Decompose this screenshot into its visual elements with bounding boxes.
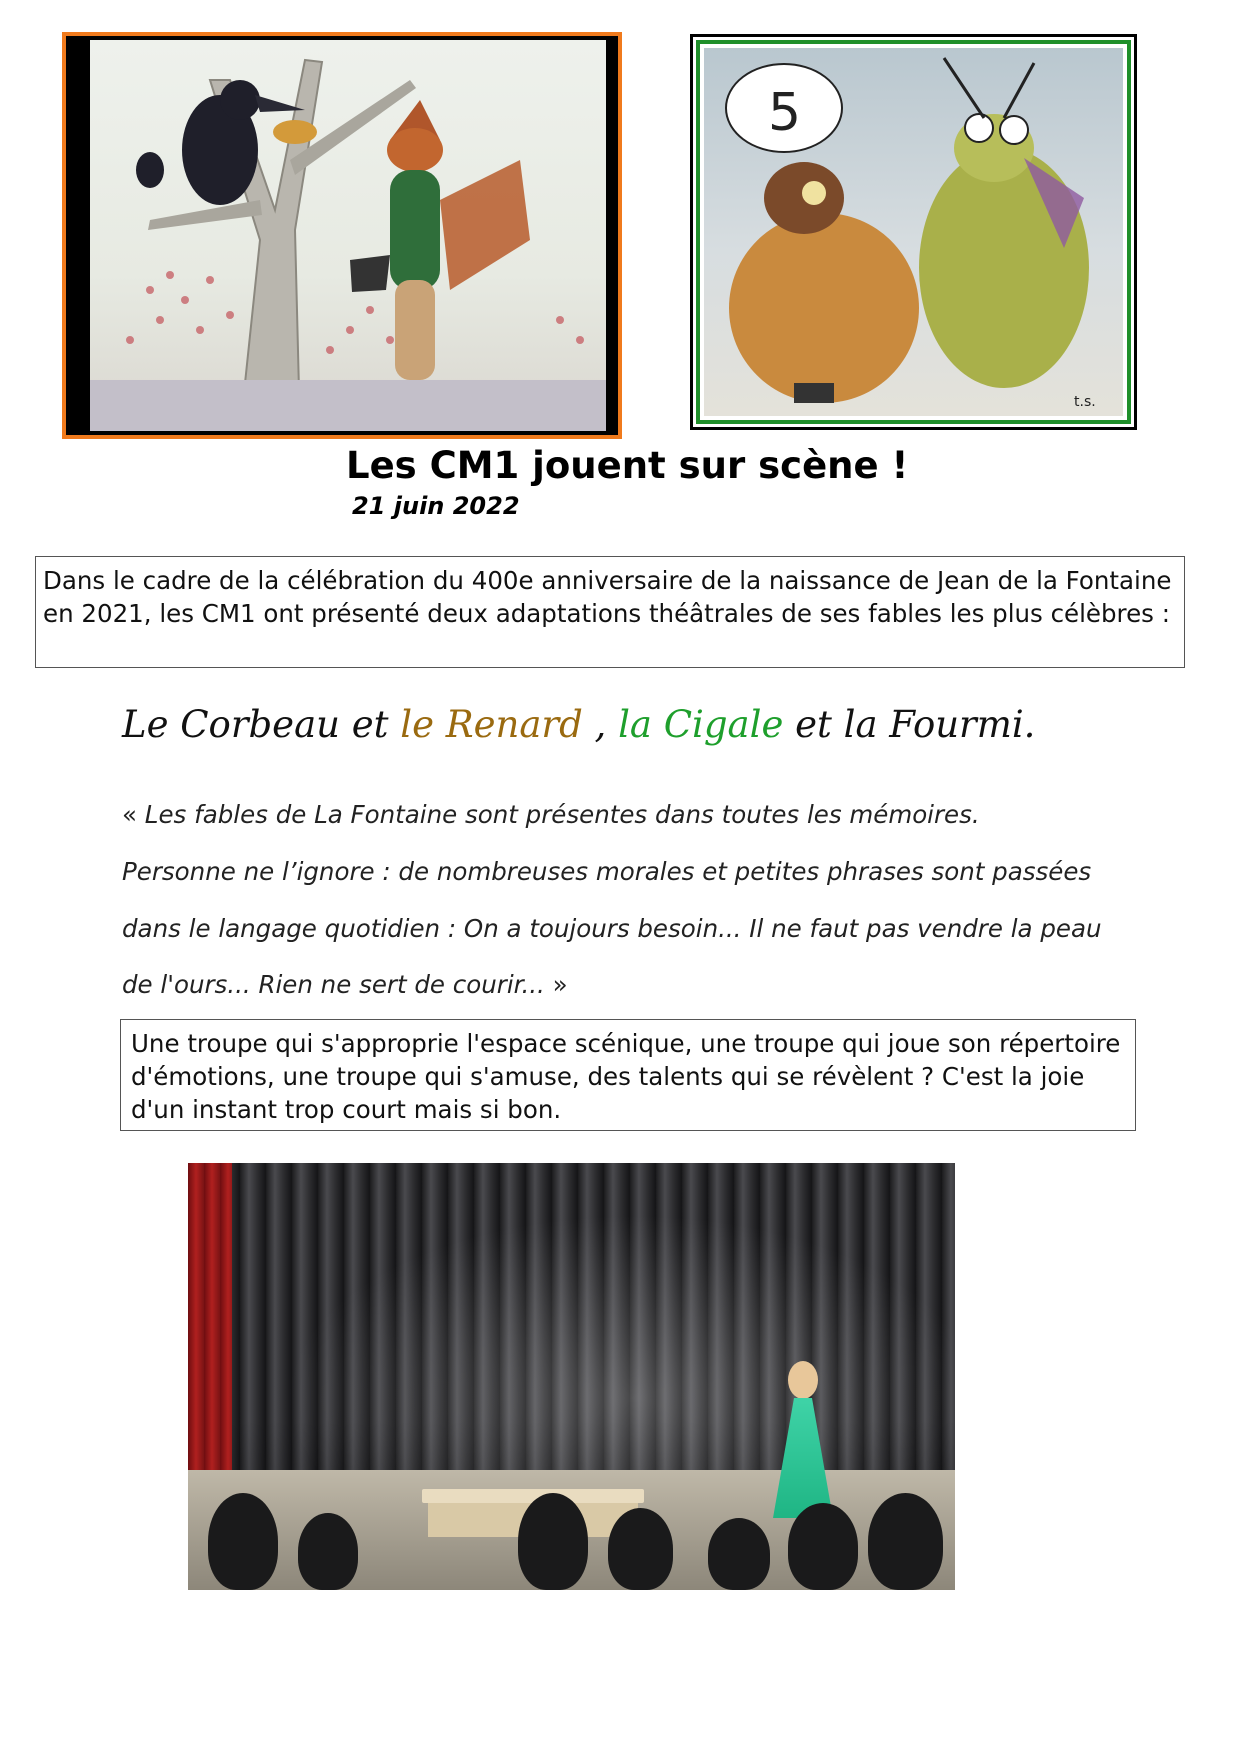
quote-close-mark: » [552,970,568,999]
illustration-cigale-fourmi-picture [704,48,1123,416]
page-date: 21 juin 2022 [352,492,520,520]
fable-part-cigale: la Cigale [618,703,784,746]
audience-head [298,1513,358,1590]
fable-part-renard: le Renard [400,703,583,746]
actor-head [788,1361,818,1399]
quote-open-mark: « [122,800,137,829]
page-title: Les CM1 jouent sur scène ! [346,444,909,487]
audience-head [868,1493,943,1590]
fable-part-separator: , [582,703,619,746]
quote-line-2 [122,857,1142,886]
quote-line-1-text: Les fables de La Fontaine sont présentes dans toutes les mémoires. [144,800,980,829]
quote-line-2-text: Personne ne l’ignore : de nombreuses morales et petites phrases sont passées [122,857,1092,886]
troupe-box [120,1019,1136,1131]
corbeau-renard-drawing [90,40,606,431]
illustration-corbeau-renard-picture [90,40,606,431]
audience-head [208,1493,278,1590]
audience-head [788,1503,858,1590]
illustration-signature: t.s. [1074,394,1096,410]
bubble-digit: 5 [768,83,802,143]
stage-photo [188,1163,955,1590]
intro-text: Dans le cadre de la célébration du 400e anniversaire de la naissance de Jean de la Fontaine en 2021, les CM1 ont présenté deux adaptations théâtrales de ses fables les plus célèbres : [43,566,1172,628]
fable-part-corbeau: Le Corbeau et [122,703,401,746]
intro-box [35,556,1185,668]
quote-line-4 [122,970,1142,999]
illustration-cigale-fourmi-frame [696,40,1131,424]
audience-head [608,1508,673,1590]
troupe-text: Une troupe qui s'approprie l'espace scénique, une troupe qui joue son répertoire d'émotions, une troupe qui s'amuse, des talents qui se révèlent ? C'est la joie d'un instant trop court mais si bon. [131,1029,1121,1124]
audience-head [518,1493,588,1590]
quote-line-4-text: de l'ours... Rien ne sert de courir... [122,970,545,999]
illustration-corbeau-renard [62,32,622,439]
quote-line-1 [122,800,1142,829]
illustration-cigale-fourmi [690,34,1137,430]
audience-head [708,1518,770,1590]
quote-line-3 [122,914,1142,943]
fables-titles [122,703,1035,746]
quote-line-3-text: dans le langage quotidien : On a toujours besoin... Il ne faut pas vendre la peau [122,914,1102,943]
cigale-fourmi-drawing [704,48,1123,416]
fable-part-fourmi: et la Fourmi. [783,703,1036,746]
